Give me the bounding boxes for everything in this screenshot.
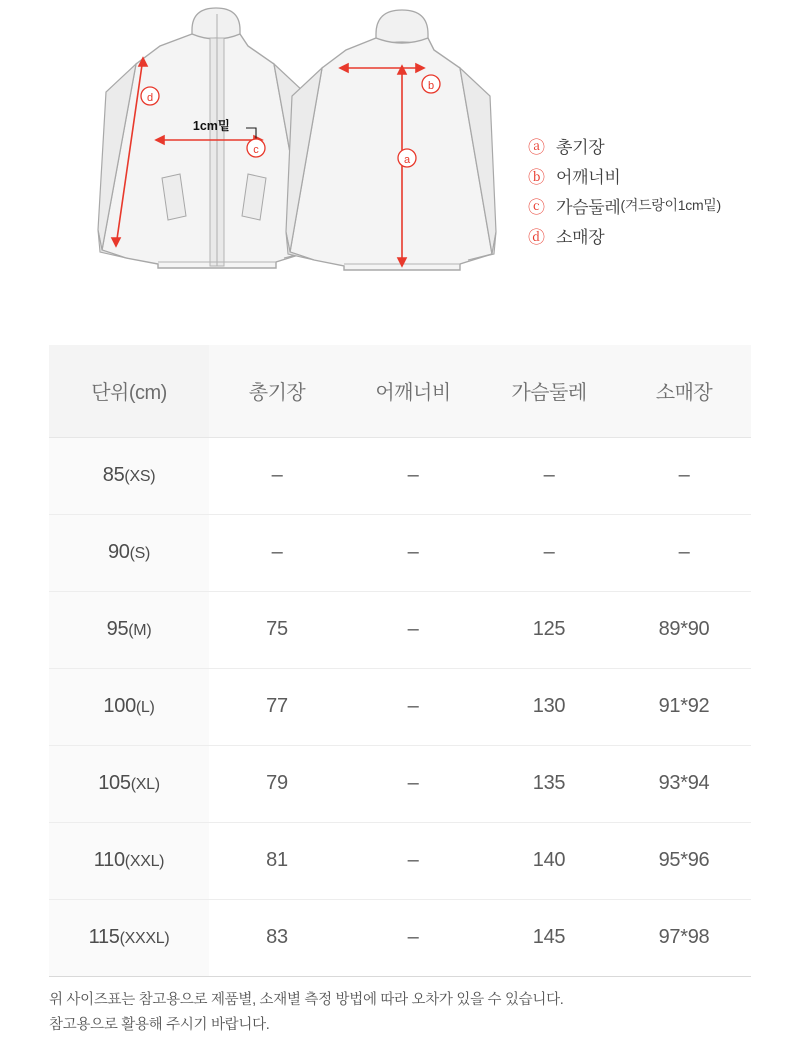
col-header-chest: 가슴둘레 (481, 345, 617, 437)
legend-item (528, 220, 778, 250)
row-size-label (49, 899, 209, 976)
row-size-label (49, 745, 209, 822)
cell-sleeve: – (617, 514, 751, 591)
svg-text:a: a (403, 154, 411, 166)
col-header-shoulder-width: 어깨너비 (345, 345, 481, 437)
cell-sleeve: 91*92 (617, 668, 751, 745)
size-table-wrapper (49, 345, 751, 977)
marker-a-icon: ⓐ (528, 137, 545, 157)
cell-shoulder-width: – (345, 591, 481, 668)
cell-chest: – (481, 437, 617, 514)
size-number: 100 (103, 695, 136, 717)
table-row (49, 591, 751, 668)
cell-chest: 145 (481, 899, 617, 976)
cell-shoulder-width: – (345, 745, 481, 822)
row-size-label (49, 668, 209, 745)
footnote (49, 988, 759, 1039)
chest-offset-label: 1cm밑 (192, 119, 230, 133)
legend-item (528, 190, 778, 220)
row-size-label (49, 437, 209, 514)
cell-total-length: – (209, 437, 345, 514)
jacket-front-illustration (98, 8, 312, 268)
cell-sleeve: – (617, 437, 751, 514)
size-number: 115 (88, 926, 120, 948)
size-table-body (49, 437, 751, 976)
legend-sublabel: (겨드랑이1cm밑) (620, 197, 721, 213)
cell-chest: 135 (481, 745, 617, 822)
cell-shoulder-width: – (345, 822, 481, 899)
row-size-label (49, 514, 209, 591)
marker-b-icon: ⓑ (528, 167, 545, 187)
table-row (49, 668, 751, 745)
table-row (49, 745, 751, 822)
size-number: 110 (93, 849, 125, 871)
legend-item (528, 160, 778, 190)
cell-chest: – (481, 514, 617, 591)
size-number: 90 (107, 541, 130, 563)
cell-sleeve: 93*94 (617, 745, 751, 822)
cell-shoulder-width: – (345, 899, 481, 976)
cell-sleeve: 97*98 (617, 899, 751, 976)
size-number: 105 (98, 772, 131, 794)
legend-label: 가슴둘레 (556, 197, 621, 217)
svg-text:d: d (146, 92, 154, 104)
size-suffix: (XL) (130, 776, 160, 793)
size-suffix: (M) (128, 622, 152, 639)
col-header-unit: 단위(cm) (49, 345, 209, 437)
size-number: 85 (102, 464, 125, 486)
table-row (49, 514, 751, 591)
row-size-label (49, 822, 209, 899)
cell-chest: 130 (481, 668, 617, 745)
size-table-head (49, 345, 751, 437)
jacket-back-illustration (286, 10, 496, 270)
legend-label: 총기장 (556, 137, 605, 157)
cell-shoulder-width: – (345, 514, 481, 591)
col-header-sleeve: 소매장 (617, 345, 751, 437)
cell-chest: 140 (481, 822, 617, 899)
legend-label: 어깨너비 (556, 167, 621, 187)
table-row (49, 822, 751, 899)
size-number: 95 (106, 618, 129, 640)
svg-text:b: b (427, 80, 435, 92)
cell-sleeve: 89*90 (617, 591, 751, 668)
measurement-legend (528, 130, 778, 250)
col-header-total-length: 총기장 (209, 345, 345, 437)
size-suffix: (XS) (124, 468, 156, 485)
table-row (49, 437, 751, 514)
measurement-diagram (0, 0, 800, 330)
cell-chest: 125 (481, 591, 617, 668)
cell-total-length: 83 (209, 899, 345, 976)
size-suffix: (L) (135, 699, 155, 716)
cell-total-length: 75 (209, 591, 345, 668)
marker-c-icon: ⓒ (528, 197, 545, 217)
footnote-line-1: 위 사이즈표는 참고용으로 제품별, 소재별 측정 방법에 따라 오차가 있을 수 있습니다. (49, 992, 564, 1008)
size-suffix: (XXXL) (119, 930, 170, 947)
table-header-row (49, 345, 751, 437)
cell-total-length: – (209, 514, 345, 591)
size-table (49, 345, 751, 977)
row-size-label (49, 591, 209, 668)
legend-item (528, 130, 778, 160)
cell-total-length: 79 (209, 745, 345, 822)
legend-label: 소매장 (556, 227, 605, 247)
marker-d-icon: ⓓ (528, 227, 545, 247)
cell-sleeve: 95*96 (617, 822, 751, 899)
cell-shoulder-width: – (345, 668, 481, 745)
table-row (49, 899, 751, 976)
footnote-line-2: 참고용으로 활용해 주시기 바랍니다. (49, 1017, 270, 1034)
cell-total-length: 81 (209, 822, 345, 899)
cell-total-length: 77 (209, 668, 345, 745)
cell-shoulder-width: – (345, 437, 481, 514)
jacket-illustrations (40, 0, 510, 300)
size-suffix: (XXL) (124, 853, 165, 870)
size-suffix: (S) (129, 545, 151, 562)
svg-text:c: c (253, 144, 259, 156)
